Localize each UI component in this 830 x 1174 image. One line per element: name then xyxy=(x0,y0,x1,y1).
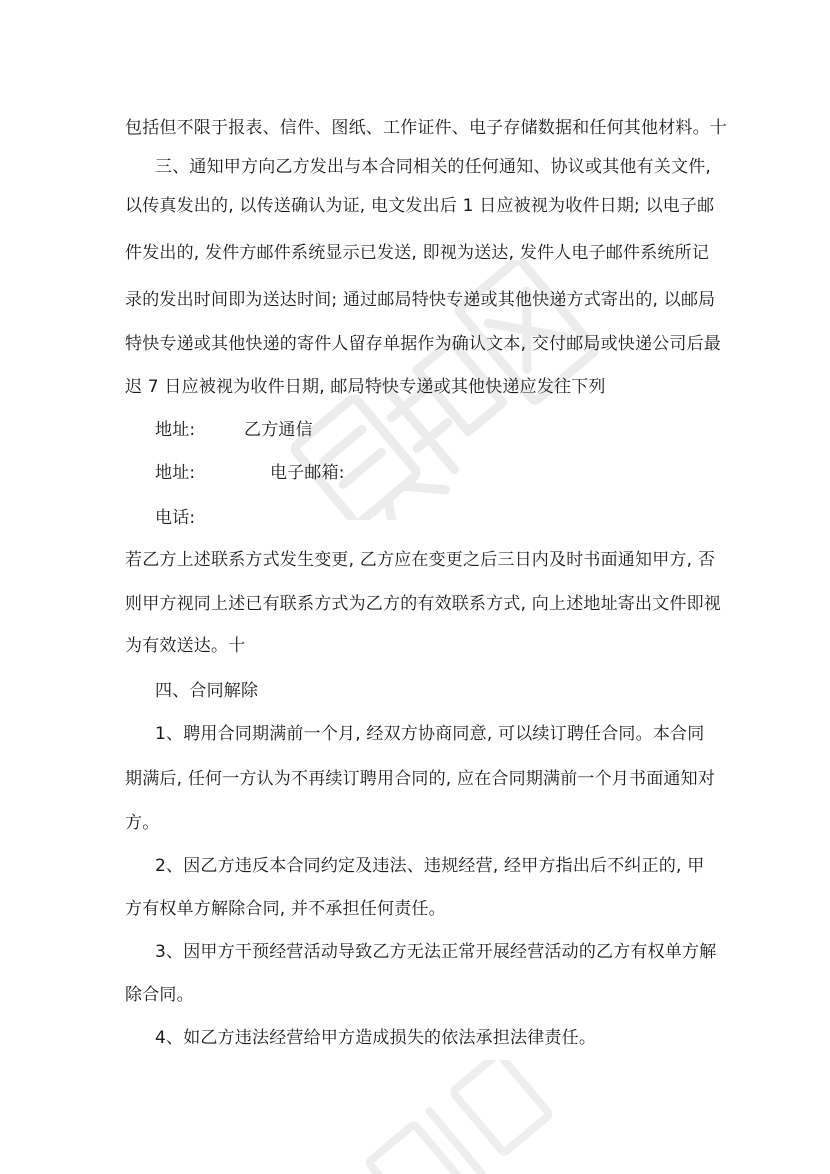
address-label: 地址: xyxy=(155,463,196,483)
body-line: 迟 7 日应被视为收件日期, 邮局特快专递或其他快递应发往下列 xyxy=(125,377,606,397)
clause-line: 方有权单方解除合同, 并不承担任何责任。 xyxy=(125,899,446,919)
clause-line: 方。 xyxy=(125,813,160,833)
clause-line: 除合同。 xyxy=(125,985,194,1005)
address-label: 地址: xyxy=(155,420,196,440)
body-line: 特快专递或其他快递的寄件人留存单据作为确认文本, 交付邮局或快递公司后最 xyxy=(125,334,722,354)
section-four-heading: 四、合同解除 xyxy=(155,681,259,701)
body-line: 包括但不限于报表、信件、图纸、工作证件、电子存储数据和任何其他材料。十 xyxy=(125,118,727,138)
clause-line: 3、因甲方干预经营活动导致乙方无法正常开展经营活动的乙方有权单方解 xyxy=(155,942,717,962)
phone-label: 电话: xyxy=(155,508,196,528)
address-value: 乙方通信 xyxy=(244,420,313,440)
clause-line: 期满后, 任何一方认为不再续订聘用合同的, 应在合同期满前一个月书面通知对 xyxy=(125,769,716,789)
body-line: 则甲方视同上述已有联系方式为乙方的有效联系方式, 向上述地址寄出文件即视 xyxy=(125,594,722,614)
body-line: 录的发出时间即为送达时间; 通过邮局特快专递或其他快递方式寄出的, 以邮局 xyxy=(125,290,716,310)
clause-line: 2、因乙方违反本合同约定及违法、违规经营, 经甲方指出后不纠正的, 甲 xyxy=(155,856,705,876)
email-label: 电子邮箱: xyxy=(270,463,345,483)
body-line: 为有效送达。十 xyxy=(125,636,246,656)
body-line: 件发出的, 发件方邮件系统显示已发送, 即视为送达, 发件人电子邮件系统所记 xyxy=(125,243,710,263)
section-three-heading: 三、通知甲方向乙方发出与本合同相关的任何通知、协议或其他有关文件, xyxy=(155,157,712,177)
body-line: 若乙方上述联系方式发生变更, 乙方应在变更之后三日内及时书面通知甲方, 否 xyxy=(125,550,716,570)
clause-line: 1、聘用合同期满前一个月, 经双方协商同意, 可以续订聘任合同。本合同 xyxy=(155,724,705,744)
body-line: 以传真发出的, 以传送确认为证, 电文发出后 1 日应被视为收件日期; 以电子邮 xyxy=(125,196,715,216)
clause-line: 4、如乙方违法经营给甲方造成损失的依法承担法律责任。 xyxy=(155,1028,597,1048)
watermark-logo-bottom xyxy=(330,1060,570,1174)
